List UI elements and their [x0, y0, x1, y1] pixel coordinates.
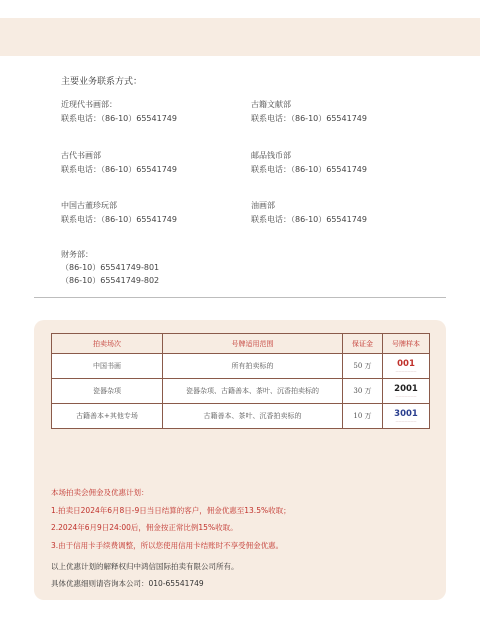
contact-heading: 主要业务联系方式：	[61, 77, 143, 87]
paddle-sample	[394, 384, 418, 398]
table-row	[52, 354, 430, 379]
header-scope: 号牌适用范围	[163, 334, 343, 354]
dept-finance	[61, 248, 159, 287]
cell-sample	[383, 379, 430, 404]
dept-phone: 联系电话：（86-10）65541749	[61, 215, 177, 224]
dept-modern-painting	[61, 98, 177, 126]
dept-ancient-painting	[61, 149, 177, 177]
dept-name: 油画部	[251, 201, 275, 210]
dept-oil-painting	[251, 199, 367, 227]
paddle-number: 3001	[394, 408, 418, 419]
finance-phone-2: （86-10）65541749-802	[61, 276, 160, 285]
cell-scope: 古籍善本、茶叶、沉香拍卖标的	[163, 404, 343, 429]
dept-phone: 联系电话：（86-10）65541749	[61, 165, 177, 174]
header-band	[0, 18, 480, 56]
dept-phone: 联系电话：（86-10）65541749	[251, 114, 367, 123]
cell-session: 古籍善本+其他专场	[52, 404, 163, 429]
header-session: 拍卖场次	[52, 334, 163, 354]
cell-deposit: 50 万	[343, 354, 383, 379]
table-header-row	[52, 334, 430, 354]
dept-name: 古籍文献部	[251, 100, 291, 109]
cell-deposit: 10 万	[343, 404, 383, 429]
paddle-sample	[396, 359, 417, 373]
dept-stamps-coins	[251, 149, 367, 177]
paddle-number: 001	[397, 358, 415, 369]
table-row	[52, 404, 430, 429]
cell-session: 瓷器杂项	[52, 379, 163, 404]
dept-phone: 联系电话：（86-10）65541749	[251, 215, 367, 224]
cell-sample	[383, 354, 430, 379]
header-deposit: 保证金	[343, 334, 383, 354]
paddle-fineprint: ———————	[395, 393, 417, 398]
cell-scope: 所有拍卖标的	[163, 354, 343, 379]
dept-phone: 联系电话：（86-10）65541749	[251, 165, 367, 174]
cell-scope: 瓷器杂项、古籍善本、茶叶、沉香拍卖标的	[163, 379, 343, 404]
dept-name: 财务部：	[61, 250, 93, 259]
dept-ancient-books	[251, 98, 367, 126]
dept-name: 邮品钱币部	[251, 151, 291, 160]
dept-antiques	[61, 199, 177, 227]
paddle-number: 2001	[394, 383, 418, 394]
plan-title: 本场拍卖会佣金及优惠计划：	[51, 488, 149, 497]
dept-name: 近现代书画部：	[61, 100, 117, 109]
footer-notes	[51, 558, 239, 592]
cell-sample	[383, 404, 430, 429]
plan-item: 3.由于信用卡手续费调整，所以您使用信用卡结账时不享受佣金优惠。	[51, 540, 284, 550]
paddle-deposit-table	[51, 333, 430, 429]
cell-session: 中国书画	[52, 354, 163, 379]
table-row	[52, 379, 430, 404]
plan-item: 2.2024年6月9日24:00后，佣金按正常比例15%收取。	[51, 523, 238, 532]
cell-deposit: 30 万	[343, 379, 383, 404]
commission-plan	[51, 484, 291, 554]
plan-item: 1.拍卖日2024年6月8日-9日当日结算的客户，佣金优惠至13.5%收取；	[51, 505, 291, 515]
finance-phone-1: （86-10）65541749-801	[61, 263, 160, 272]
note-line: 以上优惠计划的解释权归中鸿信国际拍卖有限公司所有。	[51, 562, 239, 571]
note-line: 具体优惠细则请咨询本公司：010-65541749	[51, 579, 204, 588]
paddle-sample	[394, 409, 418, 423]
paddle-fineprint: ———————	[395, 418, 417, 423]
paddle-fineprint: ———————	[395, 368, 417, 373]
dept-name: 古代书画部	[61, 151, 101, 160]
dept-name: 中国古董珍玩部	[61, 201, 117, 210]
header-sample: 号牌样本	[383, 334, 430, 354]
section-divider	[34, 297, 446, 298]
dept-phone: 联系电话：（86-10）65541749	[61, 114, 177, 123]
